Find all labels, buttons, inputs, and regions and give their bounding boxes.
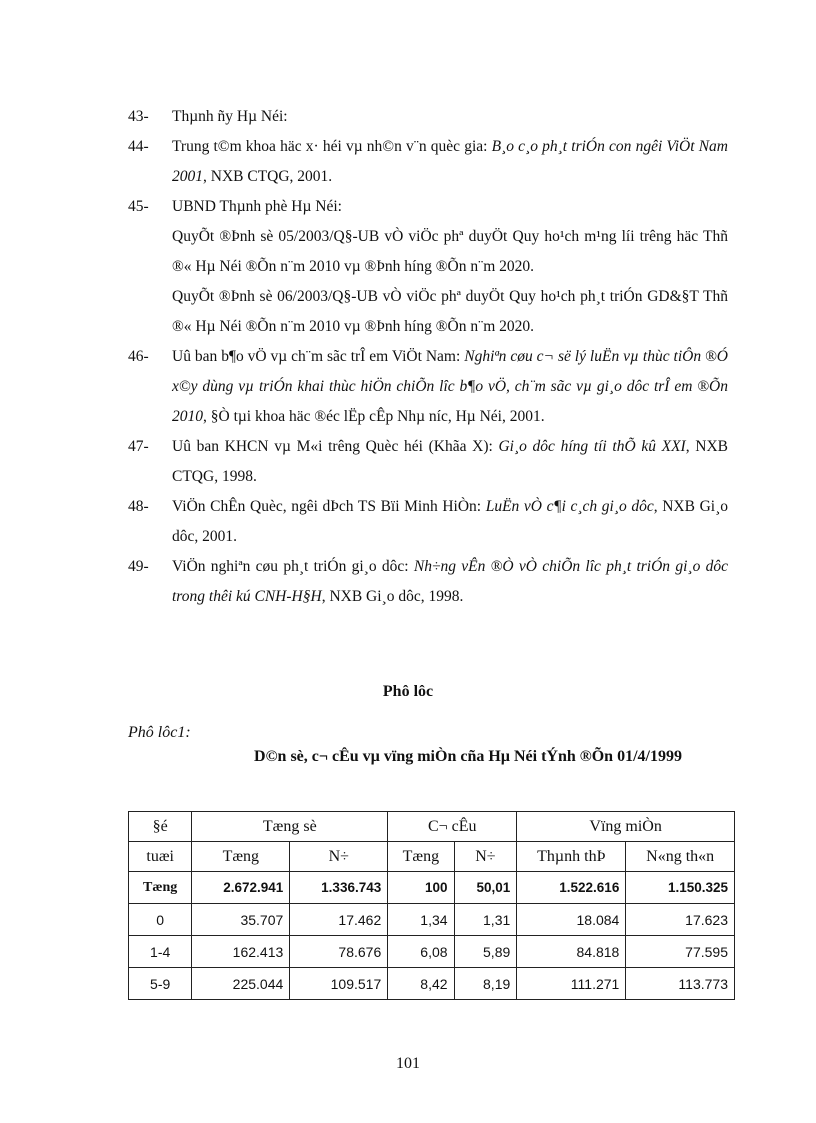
reference-text bbox=[172, 492, 728, 552]
reference-text bbox=[172, 192, 728, 342]
age-cell: Tæng bbox=[129, 872, 192, 904]
reference-number: 45- bbox=[128, 198, 149, 215]
reference-item bbox=[128, 342, 728, 432]
page-number: 101 bbox=[396, 1055, 420, 1072]
value-cell: 111.271 bbox=[517, 968, 626, 1000]
age-cell: 0 bbox=[129, 904, 192, 936]
reference-text bbox=[172, 102, 728, 132]
reference-line: Thµnh ñy Hµ Néi: bbox=[172, 108, 288, 125]
reference-segment: ViÖn ChÊn Quèc, ngêi dÞch TS Bïi Minh HiÒn: bbox=[172, 498, 486, 515]
reference-item bbox=[128, 432, 728, 492]
reference-title: Nghiªn cøu c¬ së lý luËn vµ thùc tiÔn ®Ó x©y dùng vµ triÓn khai thùc hiÖn chiÕn lîc b¶o vÖ, ch¨m sãc vµ gi¸o dôc trÎ em ®Õn 2010 bbox=[172, 348, 728, 425]
reference-segment: , NXB Gi¸o dôc, 2001. bbox=[172, 498, 728, 545]
reference-text bbox=[172, 432, 728, 492]
header-region: Vïng miÒn bbox=[517, 812, 735, 842]
value-cell: 5,89 bbox=[454, 936, 517, 968]
reference-text bbox=[172, 132, 728, 192]
age-cell: 5-9 bbox=[129, 968, 192, 1000]
value-cell: 1.522.616 bbox=[517, 872, 626, 904]
value-cell: 35.707 bbox=[192, 904, 290, 936]
table-row bbox=[129, 968, 735, 1000]
reference-segment: Uû ban KHCN vµ M«i trêng Quèc héi (Khãa X): bbox=[172, 438, 499, 455]
table-title-text: D©n sè, c¬ cÊu vµ vïng miÒn cña Hµ Néi tÝnh ®Õn 01/4/1999 bbox=[254, 748, 682, 765]
reference-line: QuyÕt ®Þnh sè 06/2003/Q§-UB vÒ viÖc phª duyÖt Quy ho¹ch ph¸t triÓn GD&§T Thñ ®« Hµ Néi ®Õn n¨m 2010 vµ ®Þnh híng ®Õn n¨m 2020. bbox=[172, 288, 728, 335]
reference-item bbox=[128, 492, 728, 552]
value-cell: 1,31 bbox=[454, 904, 517, 936]
value-cell: 17.623 bbox=[626, 904, 735, 936]
value-cell: 18.084 bbox=[517, 904, 626, 936]
table-header-row bbox=[129, 812, 735, 842]
appendix-title: Phô lôc bbox=[382, 683, 434, 700]
subheader-cell: Tæng bbox=[388, 842, 454, 872]
value-cell: 109.517 bbox=[290, 968, 388, 1000]
reference-segment: Uû ban b¶o vÖ vµ ch¨m sãc trÎ em ViÖt Nam: bbox=[172, 348, 465, 365]
reference-segment: , NXB CTQG, 2001. bbox=[203, 168, 333, 185]
reference-segment: , §Ò tµi khoa häc ®éc lËp cÊp Nhµ níc, Hµ Néi, 2001. bbox=[203, 408, 545, 425]
table-row bbox=[129, 904, 735, 936]
value-cell: 6,08 bbox=[388, 936, 454, 968]
table-total-row bbox=[129, 872, 735, 904]
reference-segment: Trung t©m khoa häc x· héi vµ nh©n v¨n quèc gia: bbox=[172, 138, 492, 155]
reference-title: Nh÷ng vÊn ®Ò vÒ chiÕn lîc ph¸t triÓn gi¸o dôc trong thêi kú CNH-H§H bbox=[172, 558, 728, 605]
reference-item bbox=[128, 102, 728, 132]
reference-segment: , NXB CTQG, 1998. bbox=[172, 438, 729, 485]
reference-line: QuyÕt ®Þnh sè 05/2003/Q§-UB vÒ viÖc phª duyÖt Quy ho¹ch m¹ng líi trêng häc Thñ ®« Hµ Néi ®Õn n¨m 2010 vµ ®Þnh híng ®Õn n¨m 2020. bbox=[172, 228, 728, 275]
header-age: §é bbox=[129, 812, 192, 842]
reference-item bbox=[128, 132, 728, 192]
value-cell: 162.413 bbox=[192, 936, 290, 968]
subheader-cell: N÷ bbox=[290, 842, 388, 872]
reference-number: 46- bbox=[128, 348, 149, 365]
header-structure: C¬ cÊu bbox=[388, 812, 517, 842]
reference-number: 48- bbox=[128, 498, 149, 515]
value-cell: 2.672.941 bbox=[192, 872, 290, 904]
reference-line: UBND Thµnh phè Hµ Néi: bbox=[172, 198, 342, 215]
value-cell: 77.595 bbox=[626, 936, 735, 968]
table-row bbox=[129, 936, 735, 968]
subheader-cell: Thµnh thÞ bbox=[517, 842, 626, 872]
reference-segment: , NXB Gi¸o dôc, 1998. bbox=[321, 588, 464, 605]
value-cell: 8,19 bbox=[454, 968, 517, 1000]
subheader-cell: N«ng th«n bbox=[626, 842, 735, 872]
population-table bbox=[128, 811, 735, 1000]
reference-item bbox=[128, 192, 728, 342]
value-cell: 100 bbox=[388, 872, 454, 904]
reference-number: 44- bbox=[128, 138, 149, 155]
appendix-subtitle: Phô lôc1: bbox=[128, 724, 191, 741]
reference-item bbox=[128, 552, 728, 612]
reference-number: 43- bbox=[128, 108, 149, 125]
reference-title: B¸o c¸o ph¸t triÓn con ngêi ViÖt Nam 2001 bbox=[172, 138, 728, 185]
reference-segment: ViÖn nghiªn cøu ph¸t triÓn gi¸o dôc: bbox=[172, 558, 414, 575]
reference-list bbox=[128, 102, 728, 612]
value-cell: 84.818 bbox=[517, 936, 626, 968]
value-cell: 1,34 bbox=[388, 904, 454, 936]
reference-title: LuËn vÒ c¶i c¸ch gi¸o dôc bbox=[485, 498, 654, 515]
value-cell: 50,01 bbox=[454, 872, 517, 904]
table-subheader-row bbox=[129, 842, 735, 872]
subheader-cell: tuæi bbox=[129, 842, 192, 872]
table-title bbox=[0, 748, 816, 766]
value-cell: 17.462 bbox=[290, 904, 388, 936]
subheader-cell: N÷ bbox=[454, 842, 517, 872]
value-cell: 8,42 bbox=[388, 968, 454, 1000]
subheader-cell: Tæng bbox=[192, 842, 290, 872]
reference-number: 47- bbox=[128, 438, 149, 455]
reference-text bbox=[172, 552, 728, 612]
value-cell: 78.676 bbox=[290, 936, 388, 968]
age-cell: 1-4 bbox=[129, 936, 192, 968]
reference-number: 49- bbox=[128, 558, 149, 575]
value-cell: 113.773 bbox=[626, 968, 735, 1000]
reference-title: Gi¸o dôc híng tíi thÕ kû XXI bbox=[498, 438, 686, 455]
value-cell: 225.044 bbox=[192, 968, 290, 1000]
header-total: Tæng sè bbox=[192, 812, 388, 842]
value-cell: 1.150.325 bbox=[626, 872, 735, 904]
reference-text bbox=[172, 342, 728, 432]
value-cell: 1.336.743 bbox=[290, 872, 388, 904]
